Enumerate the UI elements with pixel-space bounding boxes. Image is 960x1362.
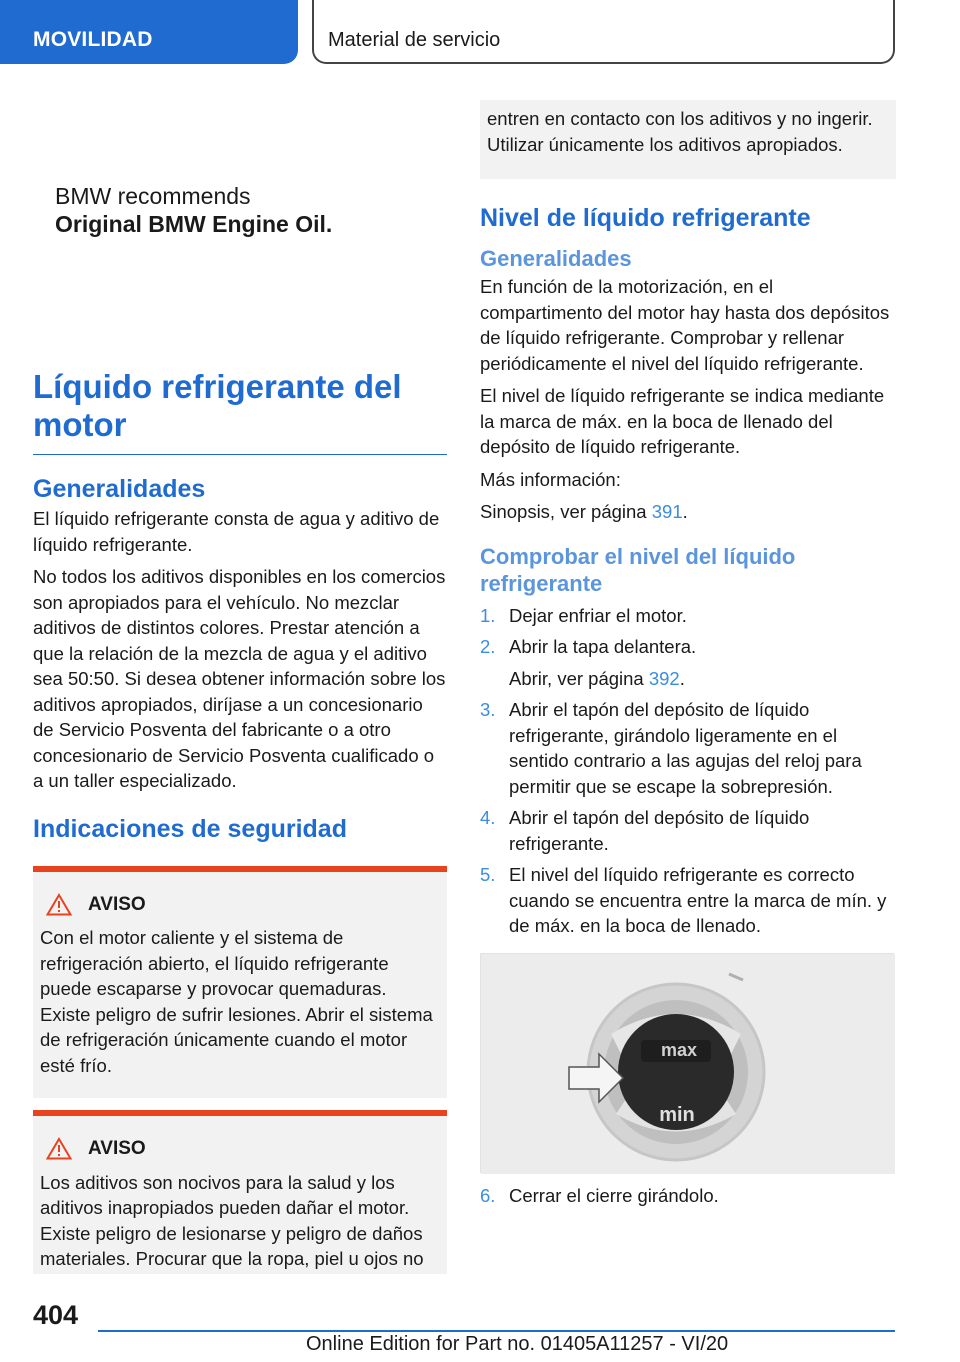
warning-title-1 [40,892,437,918]
generalidades-heading: Generalidades [33,475,206,503]
safety-heading: Indicaciones de seguridad [33,814,347,843]
warning-text-2: Los aditivos son nocivos para la salud y los aditivos inapropiados pueden dañar el motor. Existe peligro de lesionarse y peligro de daños materiales. Procurar que la ropa, piel u ojos no [40,1171,424,1269]
warning-triangle-icon [46,1137,72,1160]
edition-text: Online Edition for Part no. 01405A11257 - VI/20 [306,1333,729,1355]
synopsis-page-link[interactable]: 391 [651,501,683,522]
page-number: 404 [33,1300,79,1330]
step-2-subreference [480,666,896,692]
step-number: 4. [480,807,496,828]
warning-box-1 [33,866,447,1099]
warning-continued-text: entren en contacto con los aditivos y no ingerir. Utilizar únicamente los aditivos apropiados. [487,108,873,155]
warning-triangle-icon [46,893,72,916]
warning-title-2 [40,1136,437,1162]
step2-sub-suffix: . [679,667,685,689]
check-level-heading: Comprobar el nivel del líquido refrigerante [480,543,796,596]
step2-sub-prefix: Abrir, ver página [509,667,649,689]
max-mark-label: max [660,1039,698,1060]
gen-paragraph-2: No todos los aditivos disponibles en los comercios son apropiados para el vehículo. No mezclar aditivos de distintos colores. Prestar atención a que la relación de la mezcla de agua y el aditivo sea 50:50. Si desea obtener información sobre los aditivos apropiados, diríjase a un concesionario de Servicio Posventa del fabricante o a otro concesionario de Servicio Posventa cualificado o a un taller especializado. [33,566,446,791]
step-number: 5. [480,864,496,885]
right-gen-paragraph-1: En función de la motorización, en el compartimento del motor hay hasta dos depósitos de líquido refrigerante. Comprobar y rellenar periódicamente el nivel del líquido refrigerante. [480,276,890,374]
step-text: Abrir el tapón del depósito de líquido refrigerante. [509,807,810,854]
steps-list-continued [480,697,896,939]
bmw-oil-logo [55,182,332,238]
step-text: Cerrar el cierre girándolo. [509,1184,719,1206]
page-title: Líquido refrigerante del motor [33,368,447,455]
warning-text-1: Con el motor caliente y el sistema de refrigeración abierto, el líquido refrigerante puede escaparse y provocar quemaduras. Existe peligro de sufrir lesiones. Abrir el sistema de refrigeración únicamente cuando el motor esté frío. [40,927,433,1076]
synopsis-prefix: Sinopsis, ver página [480,501,652,522]
step-number: 2. [480,636,496,657]
logo-line-2: Original BMW Engine Oil. [55,211,333,237]
footer-divider [98,1330,895,1332]
synopsis-reference [480,499,896,525]
chapter-tab[interactable] [312,0,895,64]
step-text: El nivel del líquido refrigerante es correcto cuando se encuentra entre la marca de mín. y de máx. en la boca de llenado. [509,864,887,936]
step-number: 1. [480,604,496,626]
right-generalidades-heading: Generalidades [480,246,632,271]
steps-list [480,603,896,660]
step-item [480,805,896,856]
step-number: 6. [480,1184,496,1206]
synopsis-suffix: . [682,501,688,522]
step-text: Dejar enfriar el motor. [509,604,687,626]
step-item [480,697,896,799]
warning-label-1: AVISO [88,893,146,915]
steps-list-final [480,1183,896,1209]
more-info: Más información: [480,468,621,490]
step-item [480,603,896,629]
min-mark-label: min [659,1103,695,1126]
left-column [33,474,447,1274]
coolant-level-heading: Nivel de líquido refrigerante [480,204,811,232]
coolant-filler-illustration [481,954,895,1174]
open-page-link[interactable]: 392 [648,667,680,689]
step-number: 3. [480,699,496,720]
logo-line-1: BMW recommends [55,183,251,209]
right-column [480,100,896,1214]
warning-continuation [480,100,896,179]
chapter-label: Material de servicio [328,29,501,51]
step-item [480,1183,896,1209]
warning-label-2: AVISO [88,1138,146,1159]
step-item [480,862,896,939]
step-item [480,634,896,660]
step-text: Abrir la tapa delantera. [509,636,697,657]
section-tab[interactable] [0,0,298,64]
gen-paragraph-1: El líquido refrigerante consta de agua y aditivo de líquido refrigerante. [33,508,440,555]
section-label: MOVILIDAD [33,28,153,51]
warning-box-2 [33,1110,447,1274]
step-text: Abrir el tapón del depósito de líquido refrigerante, girándolo ligeramente en el sentido contrario a las agujas del reloj para permitir que se escape la sobrepresión. [509,699,862,797]
right-gen-paragraph-2: El nivel de líquido refrigerante se indica mediante la marca de máx. en la boca de llenado del depósito de líquido refrigerante. [480,385,885,457]
coolant-cap-figure [480,953,894,1173]
